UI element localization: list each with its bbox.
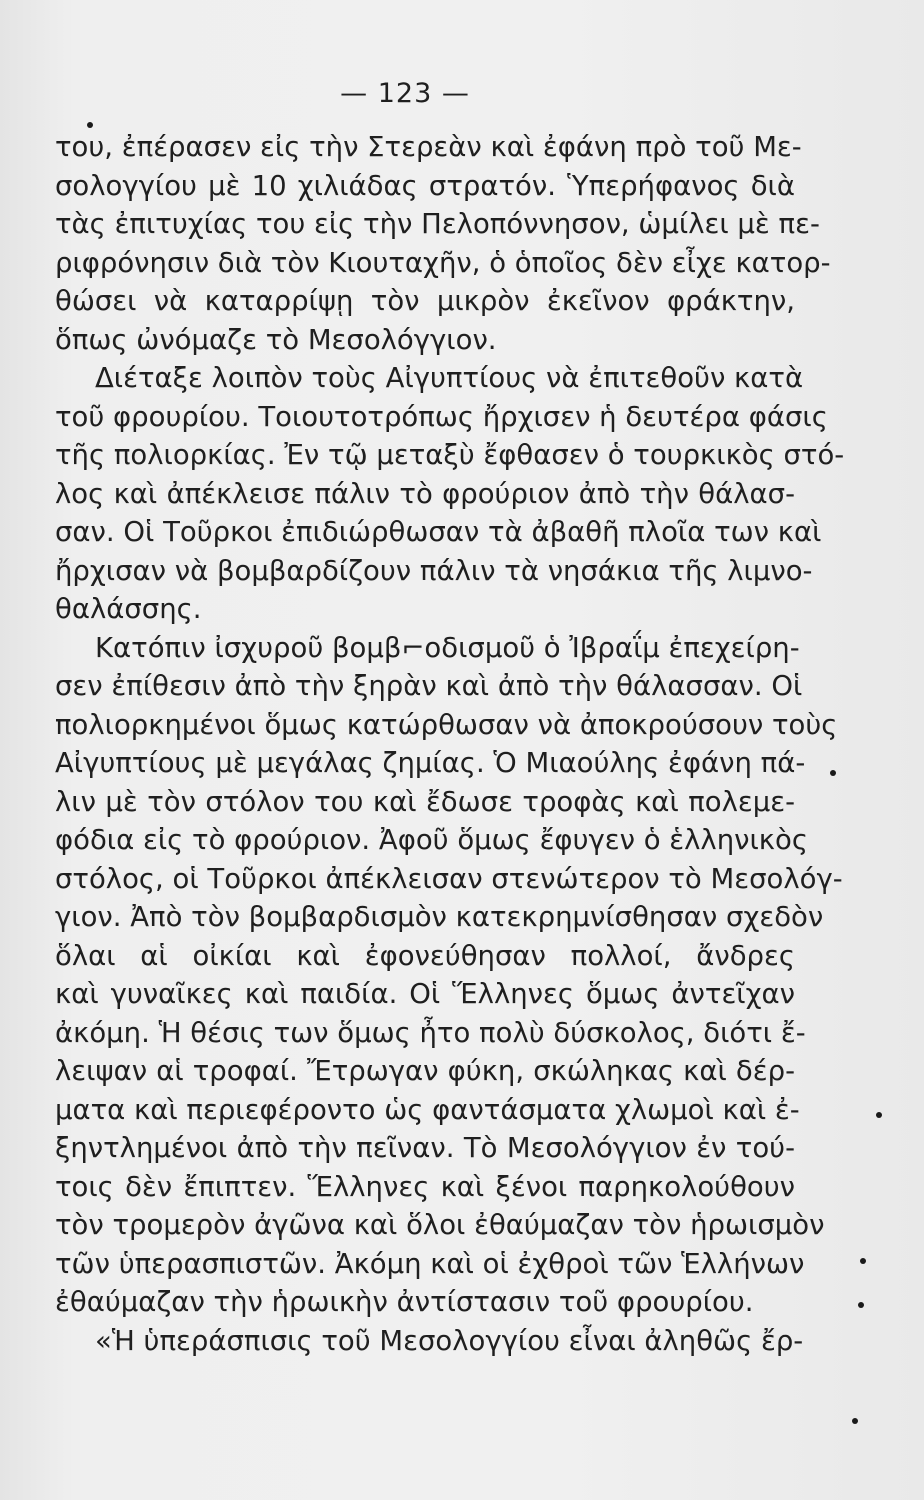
text-line: ὅπως ὠνόμαζε τὸ Μεσολόγγιον. [55,323,497,356]
text-line: στόλος, οἱ Τοῦρκοι ἀπέκλεισαν στενώτερον τὸ Μεσολόγ- [55,862,843,895]
text-line: ματα καὶ περιεφέροντο ὡς φαντάσματα χλωμοὶ καὶ ἐ- [55,1093,800,1126]
text-line: τὸν τρομερὸν ἀγῶνα καὶ ὅλοι ἐθαύμαζαν τὸν ἡρωισμὸν [55,1209,825,1241]
text-line: φόδια εἰς τὸ φρούριον. Ἀφοῦ ὅμως ἔφυγεν ὁ ἑλληνικὸς [55,824,808,856]
text-line: ξηντλημένοι ἀπὸ τὴν πεῖναν. Τὸ Μεσολόγγιον ἐν τού- [55,1132,795,1164]
text-line: σεν ἐπίθεσιν ἀπὸ τὴν ξηρὰν καὶ ἀπὸ τὴν θάλασσαν. Οἱ [55,670,803,702]
print-speck [830,770,836,776]
text-line: πολιορκημένοι ὅμως κατώρθωσαν νὰ ἀποκρούσουν τοὺς [55,708,838,741]
print-speck [876,1112,882,1118]
text-line: Κατόπιν ἰσχυροῦ βομβ⌐οδισμοῦ ὁ Ἰβραΐμ ἐπεχείρη- [95,631,800,664]
print-speck [860,1258,866,1264]
text-line: λειψαν αἱ τροφαί. Ἔτρωγαν φύκη, σκώληκας καὶ δέρ- [55,1055,795,1087]
text-line: ἐθαύμαζαν τὴν ἡρωικὴν ἀντίστασιν τοῦ φρουρίου. [55,1286,754,1318]
text-line: θαλάσσης. [55,593,202,625]
body-text [55,128,845,1360]
text-line: τὰς ἐπιτυχίας του εἰς τὴν Πελοπόννησον, ὡμίλει μὲ πε- [55,208,820,240]
print-speck [87,122,93,128]
text-line: σολογγίου μὲ 10 χιλιάδας στρατόν. Ὑπερήφανος διὰ [55,169,795,202]
text-line: «Ἡ ὑπεράσπισις τοῦ Μεσολογγίου εἶναι ἀληθῶς ἔρ- [95,1324,804,1357]
text-line: ἤρχισαν νὰ βομβαρδίζουν πάλιν τὰ νησάκια τῆς λιμνο- [55,554,813,587]
text-line: του, ἐπέρασεν εἰς τὴν Στερεὰν καὶ ἐφάνη πρὸ τοῦ Με- [55,131,802,163]
text-line: γιον. Ἀπὸ τὸν βομβαρδισμὸν κατεκρημνίσθησαν σχεδὸν [55,901,824,933]
text-line: τοις δὲν ἔπιπτεν. Ἕλληνες καὶ ξένοι παρηκολούθουν [55,1170,795,1203]
text-line: τοῦ φρουρίου. Τοιουτοτρόπως ἤρχισεν ἡ δευτέρα φάσις [55,400,828,433]
text-line: τῶν ὑπερασπιστῶν. Ἀκόμη καὶ οἱ ἐχθροὶ τῶν Ἑλλήνων [55,1247,805,1280]
text-line: λιν μὲ τὸν στόλον του καὶ ἔδωσε τροφὰς καὶ πολεμε- [55,785,795,818]
text-line: ὅλαι αἱ οἰκίαι καὶ ἐφονεύθησαν πολλοί, ἄνδρες [55,939,795,972]
print-speck [852,1418,858,1424]
page-number: — 123 — [340,78,470,109]
text-line: θώσει νὰ καταρρίψῃ τὸν μικρὸν ἐκεῖνον φράκτην, [55,285,795,317]
text-line: Διέταξε λοιπὸν τοὺς Αἰγυπτίους νὰ ἐπιτεθοῦν κατὰ [95,362,804,394]
text-line: ἀκόμη. Ἡ θέσις των ὅμως ἦτο πολὺ δύσκολος, διότι ἔ- [55,1016,806,1049]
text-line: λος καὶ ἀπέκλεισε πάλιν τὸ φρούριον ἀπὸ τὴν θάλασ- [55,477,795,510]
text-line: ριφρόνησιν διὰ τὸν Κιουταχῆν, ὁ ὁποῖος δὲν εἶχε κατορ- [55,246,831,279]
text-line: Αἰγυπτίους μὲ μεγάλας ζημίας. Ὁ Μιαούλης ἐφάνη πά- [55,747,806,779]
text-line: καὶ γυναῖκες καὶ παιδία. Οἱ Ἕλληνες ὅμως ἀντεῖχαν [55,978,795,1010]
text-line: τῆς πολιορκίας. Ἐν τῷ μεταξὺ ἔφθασεν ὁ τουρκικὸς στό- [55,439,845,471]
text-line: σαν. Οἱ Τοῦρκοι ἐπιδιώρθωσαν τὰ ἀβαθῆ πλοῖα των καὶ [55,516,822,548]
print-speck [858,1302,864,1308]
